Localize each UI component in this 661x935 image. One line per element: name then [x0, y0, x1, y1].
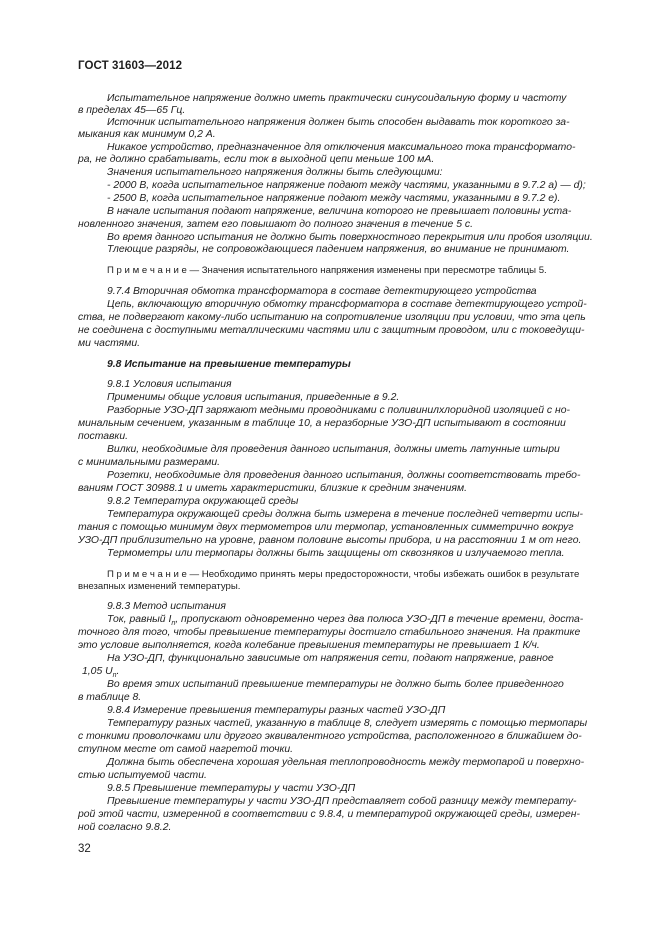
- text-line: - 2500 В, когда испытательное напряжение подают между частями, указанными в 9.7.2 е).: [107, 193, 561, 204]
- subsection-heading: 9.8.1 Условия испытания: [107, 379, 232, 390]
- text-line: ми частями.: [78, 338, 141, 349]
- text-line: это условие выполняется, когда колебание превышения температуры не превышает 1 К/ч.: [78, 640, 540, 651]
- text-line: в пределах 45—65 Гц.: [78, 105, 186, 116]
- text-segment: Ток, равный I: [107, 614, 172, 625]
- text-line: В начале испытания подают напряжение, величина которого не превышает половины уста-: [107, 206, 572, 217]
- text-line: минальным сечением, указанным в таблице 10, а неразборные УЗО-ДП испытывают в состоянии: [78, 418, 566, 429]
- subsection-heading: 9.8.4 Измерение превышения температуры разных частей УЗО-ДП: [107, 705, 446, 716]
- note-text: внезапных изменений температуры.: [78, 581, 241, 592]
- text-line: Тлеющие разряды, не сопровождающиеся падением напряжения, во внимание не принимают.: [107, 244, 570, 255]
- text-line: в таблице 8.: [78, 692, 142, 703]
- text-line: не соединена с доступными металлическими частями или с защитным проводом, или с токоведущи-: [78, 325, 585, 336]
- subsection-heading: 9.8.3 Метод испытания: [107, 601, 226, 612]
- text-line: поставки.: [78, 431, 129, 442]
- text-segment: .: [116, 666, 120, 677]
- subscript: n: [112, 672, 117, 680]
- text-line: Во время данного испытания не должно быть поверхностного перекрытия или пробоя изоляции.: [107, 232, 593, 243]
- note-text: П р и м е ч а н и е — Необходимо принять меры предосторожности, чтобы избежать ошибок в результате: [107, 569, 580, 580]
- text-line: Температура окружающей среды должна быть измерена в течение последней четверти испы-: [107, 509, 583, 520]
- text-line: ной согласно 9.8.2.: [78, 822, 172, 833]
- text-line: Испытательное напряжение должно иметь практически синусоидальную форму и частоту: [107, 93, 567, 104]
- text-line: Цепь, включающую вторичную обмотку трансформатора в составе детектирующего устрой-: [107, 299, 587, 310]
- text-line: новленного значения, затем его повышают до полного значения в течение 5 с.: [78, 219, 473, 230]
- text-line: Значения испытательного напряжения должны быть следующими:: [107, 167, 443, 178]
- text-line: Должна быть обеспечена хорошая удельная теплопроводность между термопарой и поверхно-: [107, 757, 585, 768]
- text-line: рой этой части, измеренной в соответствии с 9.8.4, и температурой окружающей среды, измерен-: [78, 809, 580, 820]
- subscript: n: [171, 620, 176, 628]
- text-line: с тонкими проволочками или другого эквивалентного устройства, расположенного в ближайшем до-: [78, 731, 582, 742]
- text-line: Температуру разных частей, указанную в таблице 8, следует измерять с помощью термопары: [107, 718, 588, 729]
- text-line: УЗО-ДП приблизительно на уровне, равном половине высоты прибора, и на расстоянии 1 м от него.: [78, 535, 582, 546]
- page-number: 32: [78, 843, 91, 855]
- section-heading: 9.8 Испытание на превышение температуры: [107, 359, 351, 370]
- text-line: Разборные УЗО-ДП заряжают медными проводниками с поливинилхлоридной изоляцией с но-: [107, 405, 570, 416]
- text-line: Применимы общие условия испытания, приведенные в 9.2.: [107, 392, 400, 403]
- note-text: П р и м е ч а н и е — Значения испытательного напряжения изменены при пересмотре таблицы 5.: [107, 265, 547, 276]
- text-line: ра, не должно срабатывать, если ток в выходной цепи меньше 100 мА.: [78, 154, 435, 165]
- text-line: Во время этих испытаний превышение температуры не должно быть более приведенного: [107, 679, 564, 690]
- text-line: На УЗО-ДП, функционально зависимые от напряжения сети, подают напряжение, равное: [107, 653, 554, 664]
- text-line: - 2000 В, когда испытательное напряжение подают между частями, указанными в 9.7.2 а) — d);: [107, 180, 586, 191]
- text-line: Источник испытательного напряжения должен быть способен выдавать ток короткого за-: [107, 117, 570, 128]
- text-line: Превышение температуры у части УЗО-ДП представляет собой разницу между температу-: [107, 796, 577, 807]
- subsection-heading: 9.8.2 Температура окружающей среды: [107, 496, 299, 507]
- subsection-heading: 9.7.4 Вторичная обмотка трансформатора в составе детектирующего устройства: [107, 286, 537, 297]
- text-line: Никакое устройство, предназначенное для отключения максимального тока трансформато-: [107, 142, 576, 153]
- standard-header: ГОСТ 31603—2012: [78, 60, 183, 72]
- text-line: Розетки, необходимые для проведения данного испытания, должны соответствовать требо-: [107, 470, 581, 481]
- text-line: ваниям ГОСТ 30988.1 и иметь характеристики, близкие к средним значениям.: [78, 483, 467, 494]
- text-line: Термометры или термопары должны быть защищены от сквозняков и излучаемого тепла.: [107, 548, 565, 559]
- text-line: стью испытуемой части.: [78, 770, 207, 781]
- text-line: ступном месте от самой нагретой точки.: [78, 744, 294, 755]
- text-line: мыкания как минимум 0,2 А.: [78, 129, 216, 140]
- subsection-heading: 9.8.5 Превышение температуры у части УЗО-ДП: [107, 783, 356, 794]
- text-segment: 1,05 U: [82, 666, 113, 677]
- text-segment: , пропускают одновременно через два полюса УЗО-ДП в течение времени, доста-: [175, 614, 584, 625]
- text-line: тания с помощью минимум двух термометров или термопар, установленных симметрично вокруг: [78, 522, 574, 533]
- text-line: точного для того, чтобы превышение температуры достигло стабильного значения. На практике: [78, 627, 581, 638]
- text-line: с минимальными размерами.: [78, 457, 221, 468]
- text-line: ства, не подвергают какому-либо испытанию на сопротивление изоляции при условии, что эта цепь: [78, 312, 586, 323]
- text-line: Вилки, необходимые для проведения данного испытания, должны иметь латунные штыри: [107, 444, 560, 455]
